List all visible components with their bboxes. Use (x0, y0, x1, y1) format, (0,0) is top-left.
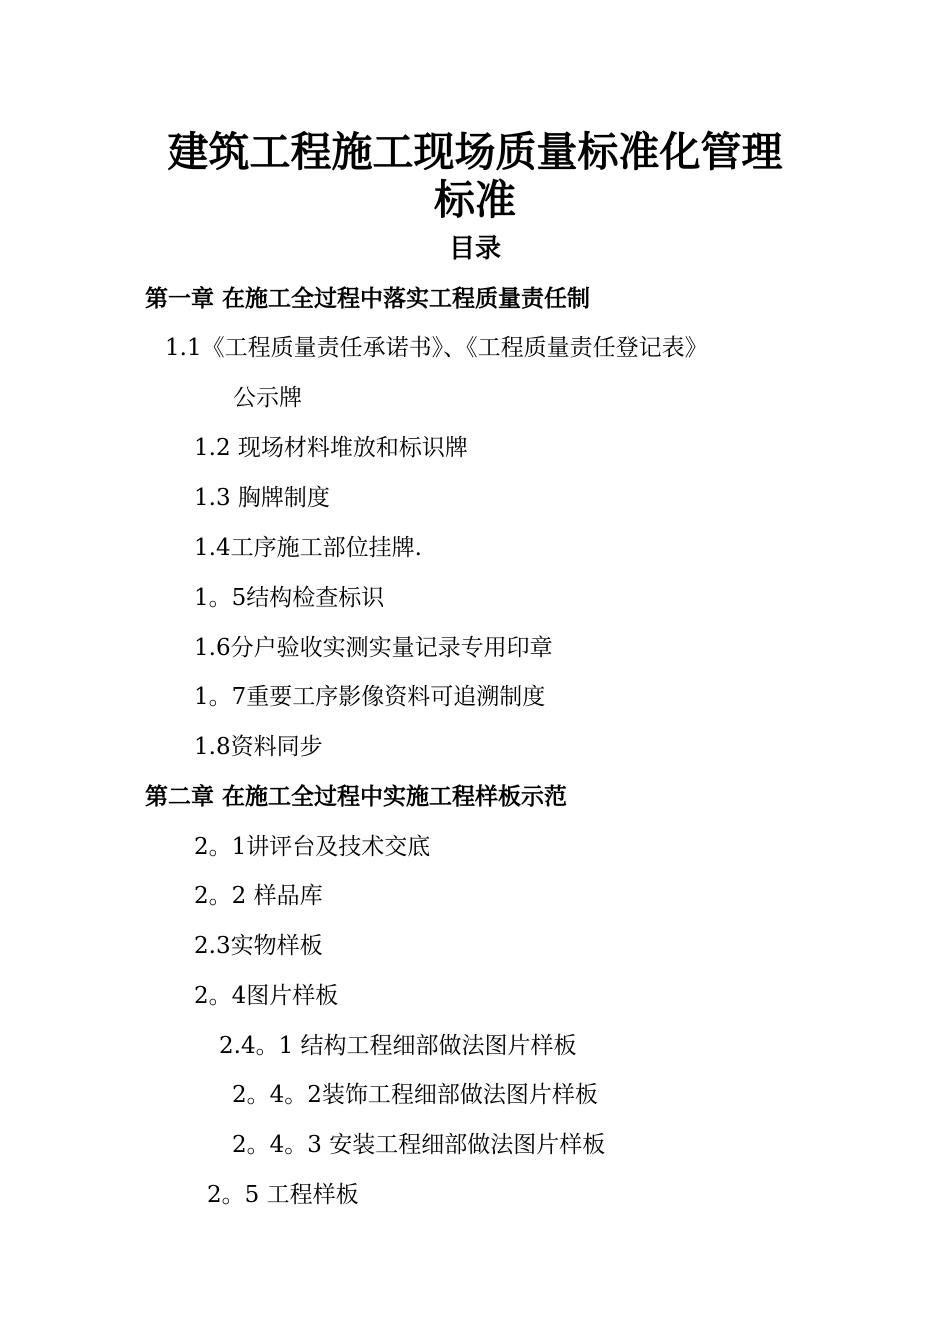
toc-item-continuation: 公示牌 (233, 385, 302, 411)
toc-item: 2。2 样品库 (194, 883, 323, 909)
toc-item: 1.2 现场材料堆放和标识牌 (194, 435, 468, 461)
toc-item: 1.3 胸牌制度 (194, 485, 330, 511)
toc-chapter-2: 第二章 在施工全过程中实施工程样板示范 (145, 783, 568, 810)
toc-item: 2。5 工程样板 (207, 1182, 359, 1208)
toc-item: 1.6分户验收实测实量记录专用印章 (194, 635, 553, 661)
toc-heading: 目录 (448, 234, 501, 264)
toc-item: 1。7重要工序影像资料可追溯制度 (194, 684, 546, 710)
toc-subitem: 2。4。3 安装工程细部做法图片样板 (232, 1132, 606, 1158)
toc-subitem: 2.4。1 结构工程细部做法图片样板 (219, 1033, 577, 1059)
toc-chapter-1: 第一章 在施工全过程中落实工程质量责任制 (145, 285, 591, 312)
toc-item: 1。5结构检查标识 (194, 585, 385, 611)
toc-item: 2.3实物样板 (194, 933, 323, 959)
toc-item: 2。4图片样板 (194, 983, 339, 1009)
document-title-line-2: 标准 (434, 176, 516, 224)
toc-item: 2。1讲评台及技术交底 (194, 834, 431, 860)
toc-item: 1.4工序施工部位挂牌. (194, 535, 422, 561)
toc-item: 1.8资料同步 (194, 734, 323, 760)
toc-item: 1.1《工程质量责任承诺书》、《工程质量责任登记表》 (165, 335, 708, 361)
document-title-line-1: 建筑工程施工现场质量标准化管理 (167, 128, 783, 176)
toc-subitem: 2。4。2装饰工程细部做法图片样板 (232, 1082, 598, 1108)
